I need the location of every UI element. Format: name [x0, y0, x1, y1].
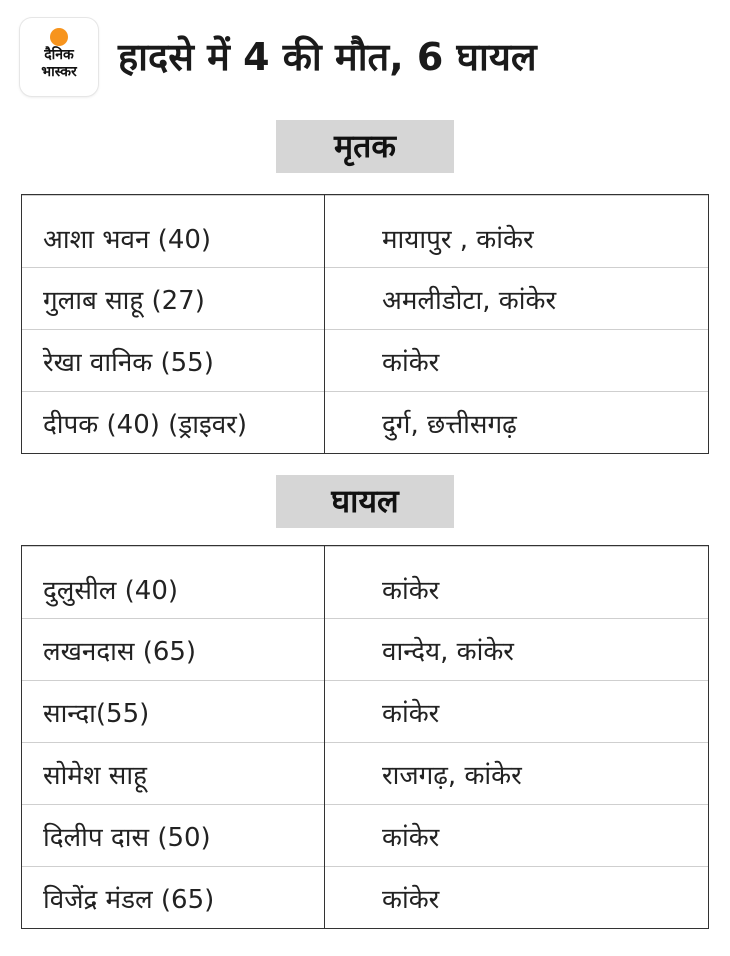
- table-row: [22, 867, 709, 929]
- table-row: [22, 268, 709, 330]
- table-row: [22, 196, 709, 268]
- injured-place: कांकेर: [325, 867, 709, 929]
- logo-line-1: दैनिक: [44, 47, 74, 63]
- table-row: [22, 743, 709, 805]
- dainik-bhaskar-logo: [20, 18, 98, 96]
- table-row: [22, 330, 709, 392]
- table-row: [22, 619, 709, 681]
- injured-place: कांकेर: [325, 681, 709, 743]
- deceased-place: अमलीडोटा, कांकेर: [325, 268, 709, 330]
- injured-place: राजगढ़, कांकेर: [325, 743, 709, 805]
- deceased-name: गुलाब साहू (27): [22, 268, 325, 330]
- deceased-name: आशा भवन (40): [22, 196, 325, 268]
- table-row: [22, 392, 709, 454]
- deceased-name: दीपक (40) (ड्राइवर): [22, 392, 325, 454]
- table-row: [22, 681, 709, 743]
- injured-place: वान्देय, कांकेर: [325, 619, 709, 681]
- injured-name: विजेंद्र मंडल (65): [22, 867, 325, 929]
- injured-table: [21, 546, 709, 929]
- injured-place: कांकेर: [325, 805, 709, 867]
- logo-line-2: भास्कर: [41, 64, 77, 80]
- injured-name: दिलीप दास (50): [22, 805, 325, 867]
- table-row: [22, 547, 709, 619]
- deceased-place: मायापुर , कांकेर: [325, 196, 709, 268]
- deceased-column-divider: [324, 194, 325, 454]
- deceased-name: रेखा वानिक (55): [22, 330, 325, 392]
- injured-name: दुलुसील (40): [22, 547, 325, 619]
- injured-name: लखनदास (65): [22, 619, 325, 681]
- deceased-place: दुर्ग, छत्तीसगढ़: [325, 392, 709, 454]
- injured-place: कांकेर: [325, 547, 709, 619]
- injured-name: सोमेश साहू: [22, 743, 325, 805]
- headline: हादसे में 4 की मौत, 6 घायल: [118, 35, 537, 79]
- injured-section-label: घायल: [276, 475, 454, 528]
- deceased-place: कांकेर: [325, 330, 709, 392]
- deceased-table: [21, 195, 709, 454]
- sun-icon: [50, 28, 68, 46]
- injured-name: सान्दा(55): [22, 681, 325, 743]
- injured-column-divider: [324, 545, 325, 929]
- deceased-section-label: मृतक: [276, 120, 454, 173]
- table-row: [22, 805, 709, 867]
